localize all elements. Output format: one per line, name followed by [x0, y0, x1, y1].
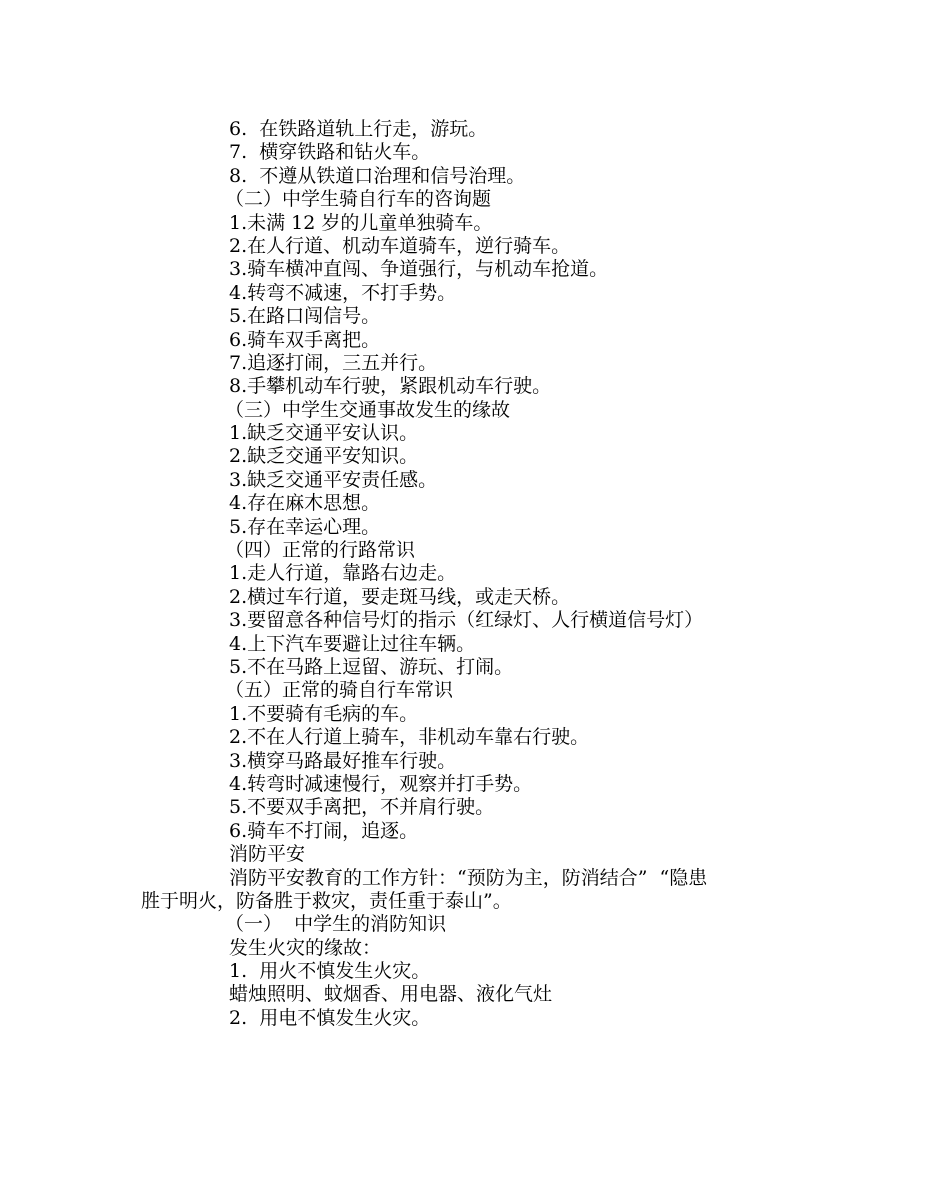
text-line: 1.不要骑有毛病的车。 [229, 702, 419, 725]
section-heading: （五）正常的骑自行车常识 [225, 679, 454, 702]
text-line: 2.在人行道、机动车道骑车，逆行骑车。 [229, 234, 571, 257]
text-line: 2.缺乏交通平安知识。 [229, 445, 419, 468]
text-line: 4.转弯时减速慢行，观察并打手势。 [229, 772, 533, 795]
section-heading: （三）中学生交通事故发生的缘故 [225, 398, 511, 421]
text-line: 1.缺乏交通平安认识。 [229, 422, 419, 445]
text-line: 6.骑车不打闹，追逐。 [229, 819, 419, 842]
section-heading: （四）正常的行路常识 [225, 539, 416, 562]
text-line: 1. 用火不慎发生火灾。 [229, 960, 431, 983]
text-line: 6. 在铁路道轨上行走，游玩。 [229, 118, 488, 140]
text-line: 1.未满 12 岁的儿童单独骑车。 [229, 211, 493, 234]
text-line: 2. 用电不慎发生火灾。 [229, 1006, 431, 1029]
text-line: 2.横过车行道，要走斑马线，或走天桥。 [229, 585, 571, 608]
text-line: 发生火灾的缘故： [229, 936, 382, 959]
text-line: 5.存在幸运心理。 [229, 515, 381, 538]
text-line: 5.在路口闯信号。 [229, 305, 381, 328]
text-line: 1.走人行道，靠路右边走。 [229, 562, 457, 585]
paragraph-line: 消防平安教育的工作方针：“预防为主，防消结合” “隐患 [229, 866, 708, 889]
text-line: 8.手攀机动车行驶，紧跟机动车行驶。 [229, 375, 552, 398]
text-line: 7. 横穿铁路和钻火车。 [229, 141, 431, 164]
text-line: 3.横穿马路最好推车行驶。 [229, 749, 457, 772]
text-line: 5.不在马路上逗留、游玩、打闹。 [229, 655, 514, 678]
text-line: 3.要留意各种信号灯的指示（红绿灯、人行横道信号灯） [229, 609, 704, 632]
text-line: 2.不在人行道上骑车，非机动车靠右行驶。 [229, 726, 590, 749]
text-line: 6.骑车双手离把。 [229, 328, 381, 351]
text-line: 4.上下汽车要避让过往车辆。 [229, 632, 476, 655]
text-line: 5.不要双手离把，不并肩行驶。 [229, 796, 495, 819]
section-heading: （一） 中学生的消防知识 [225, 913, 447, 936]
section-heading: （二）中学生骑自行车的咨询题 [225, 188, 492, 211]
text-line: 8. 不遵从铁道口治理和信号治理。 [229, 164, 526, 187]
paragraph-line-continued: 胜于明火，防备胜于救灾，责任重于泰山”。 [141, 889, 512, 912]
text-line: 4.存在麻木思想。 [229, 492, 381, 515]
text-line: 3.骑车横冲直闯、争道强行，与机动车抢道。 [229, 258, 609, 281]
text-line: 蜡烛照明、蚊烟香、用电器、液化气灶 [229, 983, 553, 1006]
text-line: 7.追逐打闹，三五并行。 [229, 351, 438, 374]
text-line: 4.转弯不减速，不打手势。 [229, 281, 457, 304]
text-line: 3.缺乏交通平安责任感。 [229, 468, 438, 491]
document-body [141, 118, 821, 1030]
section-title: 消防平安 [229, 843, 306, 866]
